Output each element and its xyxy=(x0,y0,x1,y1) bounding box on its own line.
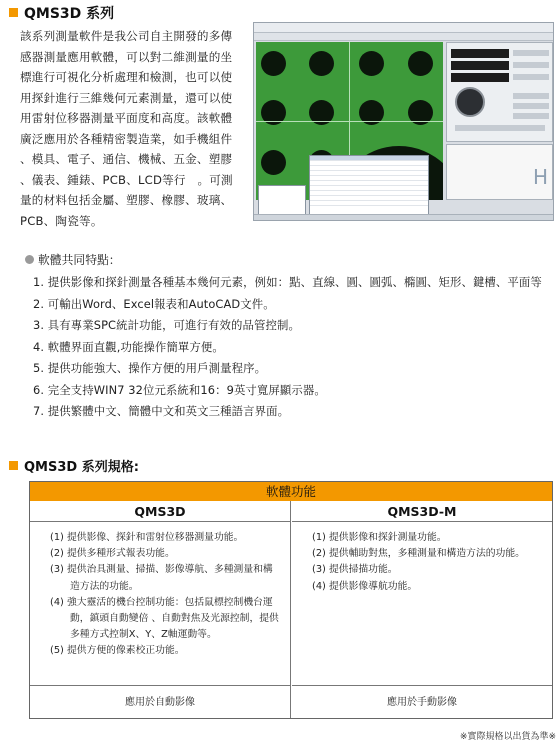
x-readout xyxy=(451,49,509,58)
result-table xyxy=(309,155,429,215)
y-readout xyxy=(451,61,509,70)
control-panel xyxy=(446,42,553,142)
menu-bar xyxy=(254,23,553,33)
description-line: 量的材料包括金屬、塑膠、橡膠、玻璃、 xyxy=(20,193,233,207)
panel-button xyxy=(513,103,549,109)
column-footer: 應用於手動影像 xyxy=(292,685,552,718)
description-line: 該系列測量軟件是我公司自主開發的多傳 xyxy=(20,29,233,43)
description-line: 標進行可視化分析處理和檢測，也可以使 xyxy=(20,70,233,84)
column-title: QMS3D-M xyxy=(292,501,552,522)
spec-list xyxy=(30,522,290,660)
orange-square-icon xyxy=(9,8,18,17)
panel-button xyxy=(513,62,549,68)
spec-item: (3) 提供掃描功能。 xyxy=(312,564,398,576)
spec-item: (5) 提供方便的像素校正功能。 xyxy=(50,645,185,657)
spec-table-header: 軟體功能 xyxy=(30,482,552,501)
spec-item: (3) 提供治具測量、掃描、影像導航、多種測量和構造方法的功能。 xyxy=(50,564,273,592)
panel-button xyxy=(513,93,549,99)
disclaimer-note: ※實際規格以出貨為準※ xyxy=(459,732,556,741)
features-title: 軟體共同特點： xyxy=(25,251,121,268)
description-line: 用探針進行三維幾何元素測量，還可以使 xyxy=(20,90,233,105)
spec-list xyxy=(292,522,552,595)
spec-item: (2) 提供多種形式報表功能。 xyxy=(50,548,175,560)
crosshair-horizontal xyxy=(256,121,443,122)
software-screenshot xyxy=(253,22,554,221)
product-description xyxy=(20,26,246,231)
column-footer: 應用於自動影像 xyxy=(30,685,290,718)
description-line: 、儀表、鍾錶、PCB、LCD等行 。可測 xyxy=(20,172,233,187)
panel-button xyxy=(513,113,549,119)
description-line: PCB、陶瓷等。 xyxy=(20,213,103,228)
feature-item: 4. 軟體界面直觀,功能操作簡單方便。 xyxy=(33,339,224,354)
feature-item: 7. 提供繁體中文、簡體中文和英文三種語言界面。 xyxy=(33,404,290,418)
spec-item: (1) 提供影像和探針測量功能。 xyxy=(312,532,447,543)
panel-button xyxy=(513,50,549,56)
description-line: 感器測量應用軟體，可以對二維測量的坐 xyxy=(20,49,233,64)
status-bar xyxy=(254,214,553,220)
z-readout xyxy=(451,73,509,82)
product-title: QMS3D 系列 xyxy=(9,3,114,23)
hole-circle xyxy=(261,150,286,175)
description-line: 、模具、電子、通信、機械、五金、塑膠 xyxy=(20,152,233,166)
panel-button xyxy=(513,74,549,80)
hole-circle xyxy=(408,51,433,76)
hole-circle xyxy=(261,51,286,76)
preview-panel xyxy=(446,144,553,200)
joystick-icon xyxy=(455,87,485,117)
spec-item: (2) 提供輔助對焦，多種測量和構造方法的功能。 xyxy=(312,548,525,560)
spec-item: (4) 提供影像導航功能。 xyxy=(312,580,418,592)
feature-item: 3. 具有專業SPC統計功能，可進行有效的品管控制。 xyxy=(33,318,300,332)
description-line: 廣泛應用於各種精密製造業，如手機組件 xyxy=(20,131,233,146)
column-title: QMS3D xyxy=(30,501,290,522)
feature-item: 2. 可輸出Word、Excel報表和AutoCAD文件。 xyxy=(33,296,275,311)
bullet-icon xyxy=(25,255,34,264)
spec-column-qms3d xyxy=(30,501,291,718)
spec-column-qms3d-m xyxy=(292,501,552,718)
spec-table xyxy=(29,481,553,719)
toolbar xyxy=(254,33,553,41)
feature-item: 5. 提供功能強大、操作方便的用戶測量程序。 xyxy=(33,361,267,375)
spec-item: (1) 提供影像、探針和雷射位移器測量功能。 xyxy=(50,532,244,543)
features-list xyxy=(33,272,542,423)
orange-square-icon xyxy=(9,461,18,470)
panel-slider xyxy=(455,125,545,131)
specs-title: QMS3D 系列規格: xyxy=(9,456,139,475)
hole-circle xyxy=(359,51,384,76)
hole-circle xyxy=(309,51,334,76)
spec-item: (4) 強大靈活的機台控制功能：包括鼠標控制機台運動，鎮頭自動變倍 、自動對焦及光源控制，提供多種方式控制X、Y、Z軸運動等。 xyxy=(50,596,279,641)
feature-item: 6. 完全支持WIN7 32位元系統和16：9英寸寬屏顯示器。 xyxy=(33,382,326,397)
feature-item: 1. 提供影像和探針測量各種基本幾何元素，例如：點、直線、圓、圓弧、橢圓、矩形、鍵槽、平面等 xyxy=(33,275,542,289)
preview-glyph: H xyxy=(533,165,549,189)
description-line: 用雷射位移器測量平面度和高度。該軟體 xyxy=(20,111,233,125)
